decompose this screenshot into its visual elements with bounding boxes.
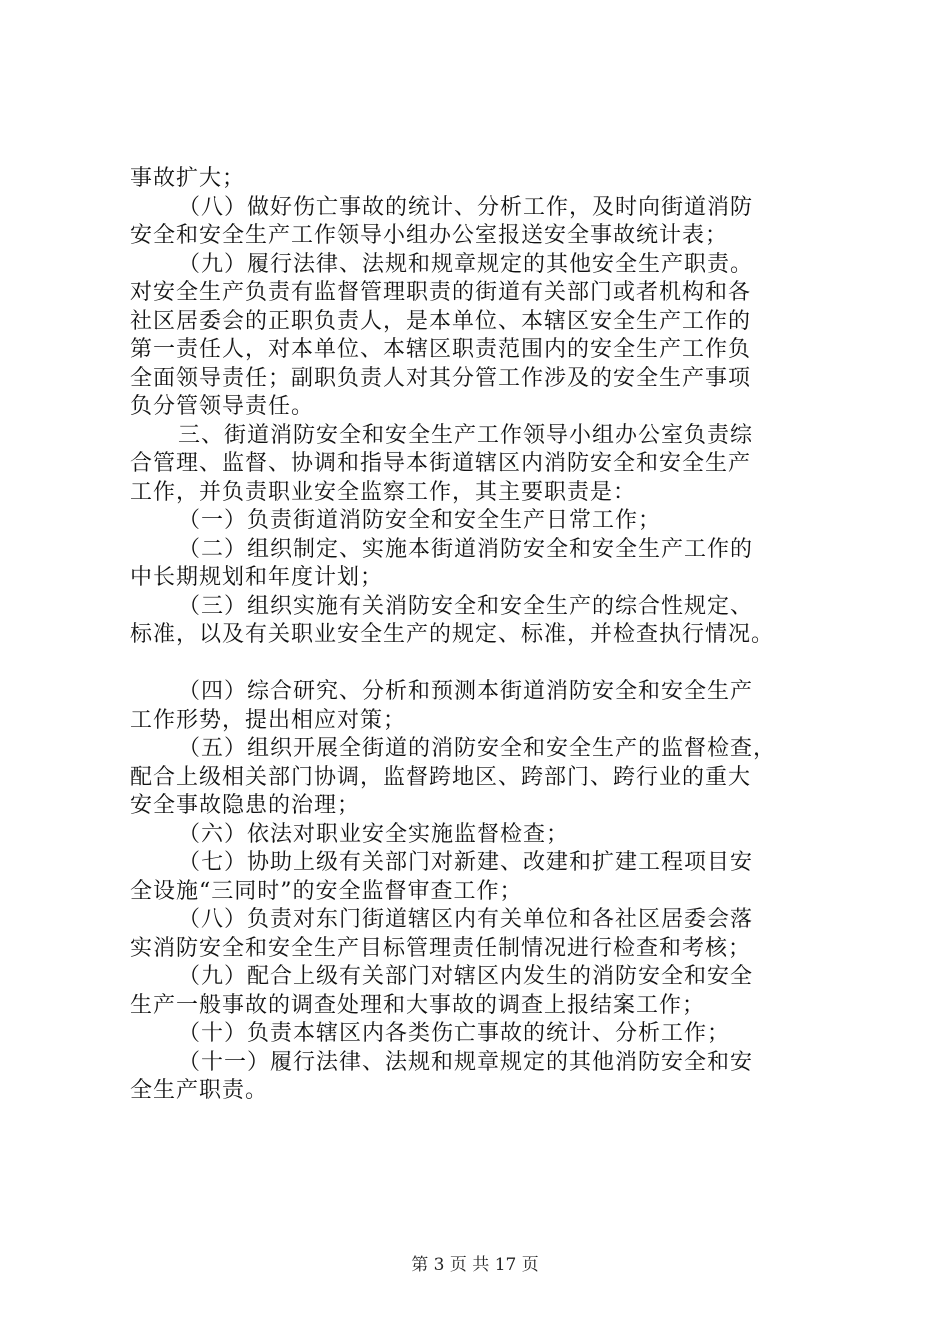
body-text bbox=[130, 165, 830, 1106]
text-line: 第一责任人，对本单位、本辖区职责范围内的安全生产工作负 bbox=[130, 337, 752, 362]
page-number-footer: 第 3 页 共 17 页 bbox=[411, 1255, 539, 1275]
text-line: 标准，以及有关职业安全生产的规定、标准，并检查执行情况。 bbox=[130, 622, 775, 647]
text-line: （四）综合研究、分析和预测本街道消防安全和安全生产 bbox=[178, 679, 754, 704]
text-line: （五）组织开展全街道的消防安全和安全生产的监督检查， bbox=[178, 736, 777, 761]
text-line: （三）组织实施有关消防安全和安全生产的综合性规定、 bbox=[178, 593, 754, 619]
text-line: （十一）履行法律、法规和规章规定的其他消防安全和安 bbox=[178, 1049, 754, 1075]
text-line: （九）配合上级有关部门对辖区内发生的消防安全和安全 bbox=[178, 964, 754, 989]
text-line: 配合上级相关部门协调，监督跨地区、跨部门、跨行业的重大 bbox=[130, 764, 752, 790]
text-line: 安全和安全生产工作领导小组办公室报送安全事故统计表； bbox=[130, 223, 729, 248]
text-line: （八）负责对东门街道辖区内有关单位和各社区居委会落 bbox=[178, 907, 754, 932]
text-line: （八）做好伤亡事故的统计、分析工作，及时向街道消防 bbox=[178, 194, 754, 220]
text-line: 实消防安全和安全生产目标管理责任制情况进行检查和考核； bbox=[130, 935, 752, 961]
text-line: 全生产职责。 bbox=[130, 1078, 269, 1103]
blank-line bbox=[130, 650, 830, 679]
text-line: 工作，并负责职业安全监察工作，其主要职责是： bbox=[130, 479, 637, 505]
text-line: 生产一般事故的调查处理和大事故的调查上报结案工作； bbox=[130, 992, 706, 1018]
text-line: （六）依法对职业安全实施监督检查； bbox=[178, 821, 570, 847]
text-line: 对安全生产负责有监督管理职责的街道有关部门或者机构和各 bbox=[130, 280, 752, 305]
text-line: 合管理、监督、协调和指导本街道辖区内消防安全和安全生产 bbox=[130, 451, 752, 476]
text-line: （二）组织制定、实施本街道消防安全和安全生产工作的 bbox=[178, 536, 754, 562]
text-line: 安全事故隐患的治理； bbox=[130, 793, 361, 818]
text-line: （一）负责街道消防安全和安全生产日常工作； bbox=[178, 508, 662, 533]
text-line: 事故扩大； bbox=[130, 166, 246, 191]
text-line: （九）履行法律、法规和规章规定的其他安全生产职责。 bbox=[178, 251, 754, 277]
text-line: 负分管领导责任。 bbox=[130, 394, 315, 419]
text-line: 社区居委会的正职负责人，是本单位、本辖区安全生产工作的 bbox=[130, 308, 752, 334]
text-line: 全设施“三同时”的安全监督审查工作； bbox=[130, 878, 523, 904]
text-line: 三、街道消防安全和安全生产工作领导小组办公室负责综 bbox=[178, 422, 754, 448]
text-line: （七）协助上级有关部门对新建、改建和扩建工程项目安 bbox=[178, 850, 754, 875]
text-line: 中长期规划和年度计划； bbox=[130, 565, 384, 590]
text-line: 工作形势，提出相应对策； bbox=[130, 707, 407, 733]
text-line: （十）负责本辖区内各类伤亡事故的统计、分析工作； bbox=[178, 1021, 731, 1046]
text-line: 全面领导责任；副职负责人对其分管工作涉及的安全生产事项 bbox=[130, 365, 752, 391]
